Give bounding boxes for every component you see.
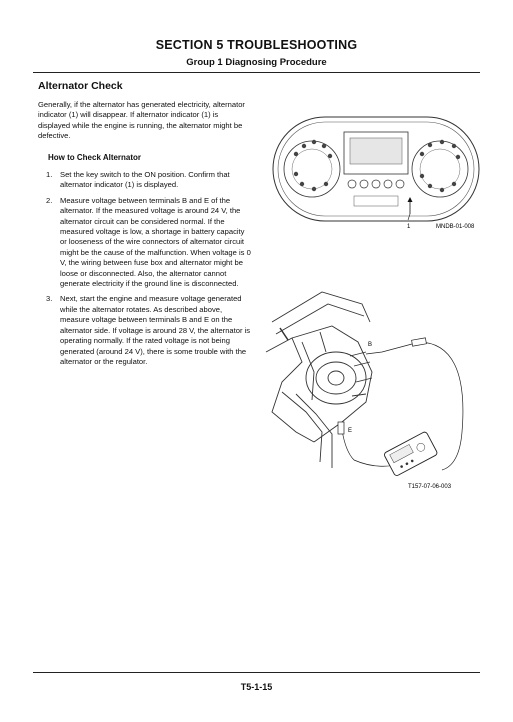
step-number: 3.: [46, 294, 53, 304]
footer-rule: [33, 672, 480, 673]
step-number: 1.: [46, 170, 53, 179]
page-number: T5-1-15: [240, 682, 273, 692]
header-rule: [33, 72, 480, 73]
monitor-callout-label: 1: [407, 224, 411, 230]
step-number: 2.: [46, 195, 53, 205]
terminal-e-label: E: [348, 428, 353, 434]
procedure-step: [46, 170, 252, 191]
terminal-b-label: B: [368, 342, 373, 348]
alternator-tester-figure: [262, 282, 482, 494]
section-title: SECTION 5 TROUBLESHOOTING: [155, 38, 358, 52]
how-to-subheading: How to Check Alternator: [48, 153, 142, 162]
alternator-figure-code: T157-07-06-003: [408, 484, 452, 490]
step-text: Set the key switch to the ON position. Confirm that alternator indicator (1) is displayed.: [60, 170, 230, 190]
monitor-figure-code: MNDB-01-008: [436, 224, 475, 230]
group-title: Group 1 Diagnosing Procedure: [186, 57, 327, 68]
intro-paragraph: Generally, if the alternator has generated electricity, alternator indicator (1) will disappear. If alternator indicator (1) is displayed while the engine is running, the alternator might be defective.: [38, 100, 245, 141]
procedure-steps: [46, 170, 252, 372]
alternator-check-heading: Alternator Check: [38, 80, 123, 92]
monitor-panel-figure: [270, 112, 482, 236]
procedure-step: [46, 294, 252, 367]
procedure-step: [46, 196, 252, 290]
step-text: Next, start the engine and measure voltage generated while the alternator rotates. As described above, measure voltage between terminals B and E on the alternator side. If voltage is around 28 V, the alternator is operating normally. If the rated voltage is not being generated (around 24 V), there is some trouble with the alternator or the regulator.: [60, 294, 251, 366]
step-text: Measure voltage between terminals B and E of the alternator. If the measured voltage is around 24 V, the alternator circuit can be considered normal. If the measured voltage is low, a shortage in battery capacity or looseness of the wire connectors of alternator circuit might be the cause of the malfunction. When voltage is 0 V, the wiring between fuse box and alternator might be loose or disconnected. Also, the alternator cannot generate electricity if the ground line is disconnected.: [60, 195, 251, 289]
